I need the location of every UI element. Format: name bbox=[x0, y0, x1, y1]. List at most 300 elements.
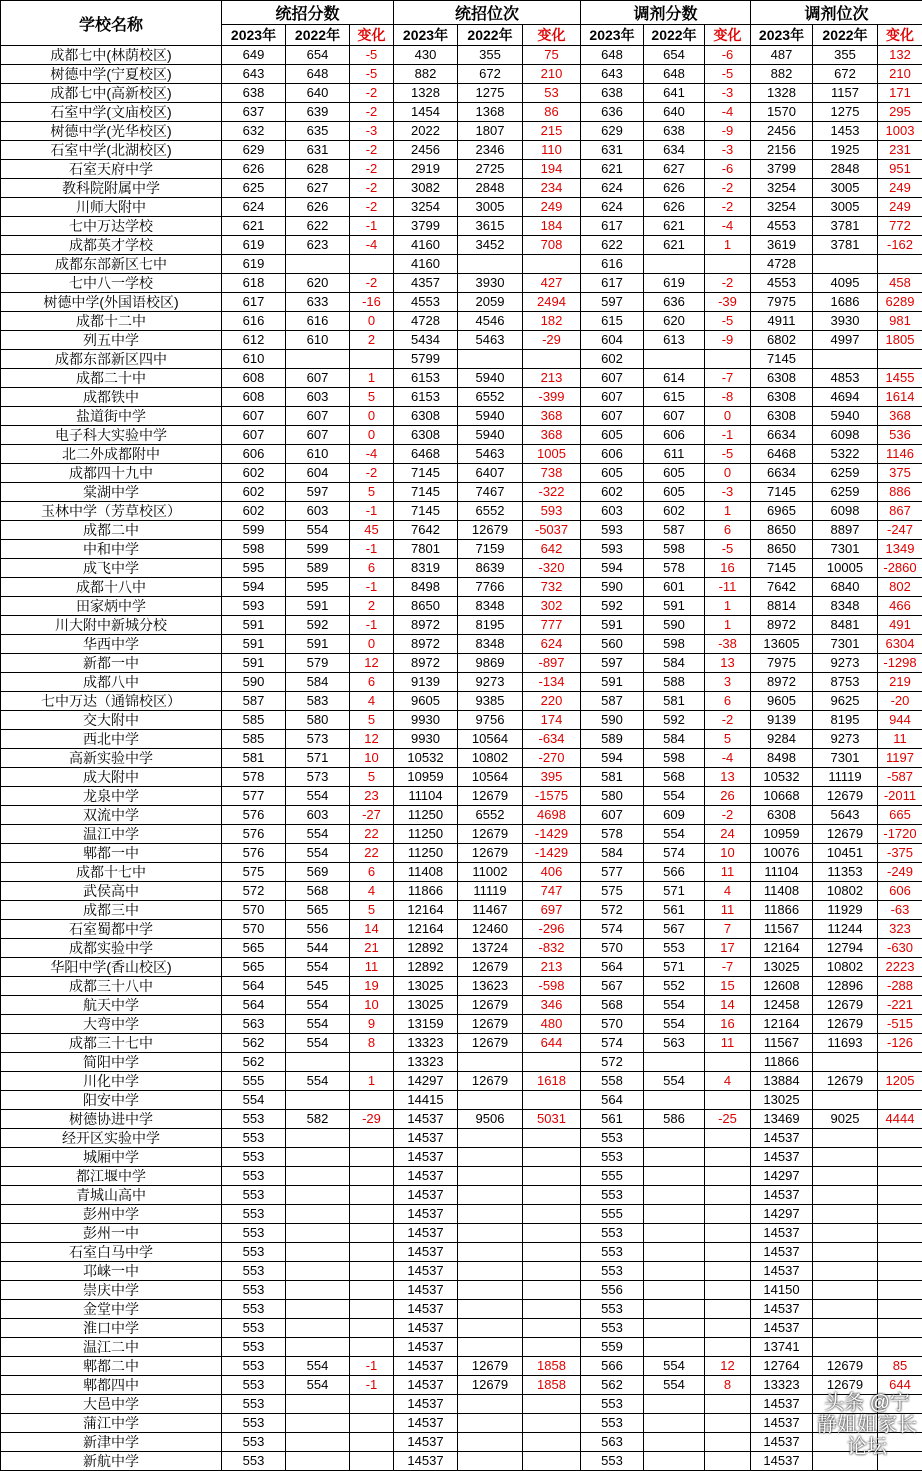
unified-rank-2022-cell: 5463 bbox=[458, 331, 523, 350]
adjusted-rank-change-cell: 6289 bbox=[878, 293, 922, 312]
unified-score-2022-cell bbox=[286, 1243, 350, 1262]
unified-rank-2023-cell: 7801 bbox=[394, 540, 458, 559]
unified-score-2023-cell: 553 bbox=[222, 1243, 286, 1262]
table-row bbox=[1, 502, 922, 521]
unified-score-change-cell: 0 bbox=[350, 635, 394, 654]
adjusted-rank-2023-cell: 8650 bbox=[751, 521, 813, 540]
adjusted-rank-2022-cell: 7301 bbox=[813, 635, 878, 654]
unified-score-2022-cell: 635 bbox=[286, 122, 350, 141]
adjusted-score-2023-cell: 617 bbox=[581, 274, 644, 293]
adjusted-rank-change-cell bbox=[878, 1205, 922, 1224]
adjusted-score-2023-cell: 574 bbox=[581, 920, 644, 939]
adjusted-score-2022-cell: 574 bbox=[644, 844, 705, 863]
adjusted-score-change-cell: -6 bbox=[705, 160, 751, 179]
unified-score-2023-cell: 570 bbox=[222, 901, 286, 920]
adjusted-rank-change-cell bbox=[878, 1281, 922, 1300]
adjusted-score-2023-cell: 566 bbox=[581, 1357, 644, 1376]
table-row bbox=[1, 236, 922, 255]
unified-rank-change-cell: 697 bbox=[523, 901, 581, 920]
school-name-cell: 成都三十八中 bbox=[1, 977, 222, 996]
school-name-cell: 大邑中学 bbox=[1, 1395, 222, 1414]
adjusted-rank-2023-cell: 2456 bbox=[751, 122, 813, 141]
table-row bbox=[1, 635, 922, 654]
table-row bbox=[1, 749, 922, 768]
unified-score-change-cell: 5 bbox=[350, 483, 394, 502]
unified-score-2022-cell: 607 bbox=[286, 369, 350, 388]
adjusted-score-2022-cell: 578 bbox=[644, 559, 705, 578]
unified-score-2023-cell: 553 bbox=[222, 1376, 286, 1395]
unified-rank-change-cell bbox=[523, 1129, 581, 1148]
adjusted-rank-2022-cell: 3930 bbox=[813, 312, 878, 331]
adjusted-score-change-cell bbox=[705, 255, 751, 274]
unified-rank-2023-cell: 14537 bbox=[394, 1262, 458, 1281]
unified-score-change-cell: 5 bbox=[350, 388, 394, 407]
unified-score-2023-cell: 562 bbox=[222, 1034, 286, 1053]
adjusted-score-change-cell: -7 bbox=[705, 958, 751, 977]
adjusted-score-change-cell: 24 bbox=[705, 825, 751, 844]
unified-score-change-cell: -2 bbox=[350, 464, 394, 483]
unified-rank-change-cell: -270 bbox=[523, 749, 581, 768]
unified-rank-2022-cell: 3930 bbox=[458, 274, 523, 293]
table-row bbox=[1, 578, 922, 597]
adjusted-rank-change-cell: 249 bbox=[878, 198, 922, 217]
adjusted-rank-change-cell: 466 bbox=[878, 597, 922, 616]
unified-rank-2023-cell: 882 bbox=[394, 65, 458, 84]
adjusted-score-2022-cell bbox=[644, 1148, 705, 1167]
unified-score-change-cell: -1 bbox=[350, 217, 394, 236]
header-change: 变化 bbox=[350, 25, 394, 46]
unified-score-change-cell: -2 bbox=[350, 274, 394, 293]
adjusted-score-2023-cell: 581 bbox=[581, 768, 644, 787]
unified-rank-change-cell: 182 bbox=[523, 312, 581, 331]
adjusted-score-2023-cell: 555 bbox=[581, 1167, 644, 1186]
adjusted-score-2022-cell bbox=[644, 350, 705, 369]
unified-score-change-cell bbox=[350, 1091, 394, 1110]
adjusted-rank-change-cell bbox=[878, 350, 922, 369]
school-name-cell: 崇庆中学 bbox=[1, 1281, 222, 1300]
unified-score-2023-cell: 553 bbox=[222, 1414, 286, 1433]
unified-rank-2023-cell: 8319 bbox=[394, 559, 458, 578]
unified-score-2023-cell: 617 bbox=[222, 293, 286, 312]
unified-score-2022-cell: 603 bbox=[286, 502, 350, 521]
unified-score-change-cell: 2 bbox=[350, 331, 394, 350]
unified-score-2022-cell: 565 bbox=[286, 901, 350, 920]
adjusted-rank-change-cell bbox=[878, 1338, 922, 1357]
adjusted-score-2023-cell: 631 bbox=[581, 141, 644, 160]
adjusted-rank-2022-cell: 4853 bbox=[813, 369, 878, 388]
adjusted-score-2022-cell: 615 bbox=[644, 388, 705, 407]
unified-score-2023-cell: 587 bbox=[222, 692, 286, 711]
adjusted-score-change-cell: -4 bbox=[705, 103, 751, 122]
unified-rank-change-cell: -399 bbox=[523, 388, 581, 407]
adjusted-score-2022-cell: 566 bbox=[644, 863, 705, 882]
adjusted-score-change-cell: -2 bbox=[705, 274, 751, 293]
unified-score-2022-cell: 589 bbox=[286, 559, 350, 578]
table-row bbox=[1, 920, 922, 939]
adjusted-rank-2023-cell: 1328 bbox=[751, 84, 813, 103]
unified-rank-2023-cell: 4160 bbox=[394, 255, 458, 274]
adjusted-score-2023-cell: 605 bbox=[581, 464, 644, 483]
adjusted-rank-2022-cell: 8195 bbox=[813, 711, 878, 730]
unified-rank-2023-cell: 12892 bbox=[394, 958, 458, 977]
adjusted-score-2023-cell: 553 bbox=[581, 1186, 644, 1205]
unified-rank-2023-cell: 12164 bbox=[394, 901, 458, 920]
adjusted-score-2023-cell: 593 bbox=[581, 521, 644, 540]
adjusted-score-2023-cell: 603 bbox=[581, 502, 644, 521]
school-name-cell: 盐道街中学 bbox=[1, 407, 222, 426]
unified-rank-change-cell: 480 bbox=[523, 1015, 581, 1034]
adjusted-score-change-cell bbox=[705, 1319, 751, 1338]
adjusted-rank-2023-cell: 13884 bbox=[751, 1072, 813, 1091]
table-row bbox=[1, 483, 922, 502]
adjusted-score-change-cell bbox=[705, 1053, 751, 1072]
adjusted-rank-change-cell: 944 bbox=[878, 711, 922, 730]
school-name-cell: 龙泉中学 bbox=[1, 787, 222, 806]
unified-rank-2023-cell: 13323 bbox=[394, 1034, 458, 1053]
unified-rank-2023-cell: 9930 bbox=[394, 711, 458, 730]
school-name-cell: 川大附中新城分校 bbox=[1, 616, 222, 635]
adjusted-score-change-cell: 11 bbox=[705, 863, 751, 882]
unified-score-2023-cell: 599 bbox=[222, 521, 286, 540]
unified-score-2023-cell: 594 bbox=[222, 578, 286, 597]
adjusted-rank-change-cell: 368 bbox=[878, 407, 922, 426]
adjusted-score-change-cell: -4 bbox=[705, 217, 751, 236]
unified-score-change-cell: -2 bbox=[350, 198, 394, 217]
adjusted-rank-2023-cell: 11567 bbox=[751, 1034, 813, 1053]
unified-rank-2022-cell: 7467 bbox=[458, 483, 523, 502]
table-row bbox=[1, 521, 922, 540]
adjusted-rank-2023-cell: 12764 bbox=[751, 1357, 813, 1376]
unified-score-change-cell bbox=[350, 1243, 394, 1262]
unified-score-2022-cell bbox=[286, 1186, 350, 1205]
adjusted-rank-2023-cell: 7145 bbox=[751, 483, 813, 502]
unified-score-2023-cell: 618 bbox=[222, 274, 286, 293]
school-name-cell: 郫都二中 bbox=[1, 1357, 222, 1376]
unified-score-change-cell: -2 bbox=[350, 179, 394, 198]
unified-rank-2023-cell: 4553 bbox=[394, 293, 458, 312]
adjusted-rank-2023-cell: 11567 bbox=[751, 920, 813, 939]
unified-rank-2023-cell: 9930 bbox=[394, 730, 458, 749]
adjusted-score-2022-cell: 601 bbox=[644, 578, 705, 597]
unified-score-2023-cell: 553 bbox=[222, 1300, 286, 1319]
school-name-cell: 树德中学(宁夏校区) bbox=[1, 65, 222, 84]
table-header bbox=[1, 1, 922, 46]
adjusted-score-2022-cell: 638 bbox=[644, 122, 705, 141]
unified-score-2023-cell: 591 bbox=[222, 616, 286, 635]
table-row bbox=[1, 407, 922, 426]
adjusted-rank-2023-cell: 14537 bbox=[751, 1395, 813, 1414]
table-row bbox=[1, 160, 922, 179]
adjusted-score-2022-cell: 554 bbox=[644, 1376, 705, 1395]
unified-score-change-cell bbox=[350, 1167, 394, 1186]
table-row bbox=[1, 540, 922, 559]
adjusted-rank-2023-cell: 11408 bbox=[751, 882, 813, 901]
school-name-cell: 成都二中 bbox=[1, 521, 222, 540]
unified-score-change-cell: 0 bbox=[350, 312, 394, 331]
unified-score-change-cell: -2 bbox=[350, 84, 394, 103]
adjusted-rank-change-cell: 375 bbox=[878, 464, 922, 483]
adjusted-score-2022-cell: 561 bbox=[644, 901, 705, 920]
unified-rank-2022-cell: 12679 bbox=[458, 844, 523, 863]
adjusted-rank-2022-cell: 9273 bbox=[813, 730, 878, 749]
adjusted-score-2023-cell: 553 bbox=[581, 1319, 644, 1338]
adjusted-rank-2023-cell: 7975 bbox=[751, 293, 813, 312]
unified-rank-2023-cell: 5799 bbox=[394, 350, 458, 369]
unified-score-2023-cell: 575 bbox=[222, 863, 286, 882]
school-name-cell: 成都十二中 bbox=[1, 312, 222, 331]
adjusted-score-change-cell: 15 bbox=[705, 977, 751, 996]
school-name-cell: 石室白马中学 bbox=[1, 1243, 222, 1262]
school-name-cell: 石室中学(文庙校区) bbox=[1, 103, 222, 122]
adjusted-score-2022-cell bbox=[644, 1262, 705, 1281]
unified-score-2023-cell: 581 bbox=[222, 749, 286, 768]
unified-rank-change-cell: 249 bbox=[523, 198, 581, 217]
unified-rank-2022-cell bbox=[458, 1452, 523, 1471]
unified-rank-2023-cell: 11250 bbox=[394, 844, 458, 863]
unified-score-change-cell: -5 bbox=[350, 65, 394, 84]
adjusted-rank-2023-cell: 7975 bbox=[751, 654, 813, 673]
table-row bbox=[1, 977, 922, 996]
adjusted-score-2023-cell: 606 bbox=[581, 445, 644, 464]
adjusted-score-change-cell bbox=[705, 1091, 751, 1110]
adjusted-rank-2023-cell: 6634 bbox=[751, 464, 813, 483]
adjusted-rank-change-cell: 536 bbox=[878, 426, 922, 445]
unified-rank-2023-cell: 8972 bbox=[394, 616, 458, 635]
adjusted-rank-2022-cell: 3781 bbox=[813, 217, 878, 236]
adjusted-rank-2023-cell: 9284 bbox=[751, 730, 813, 749]
unified-score-2023-cell: 565 bbox=[222, 939, 286, 958]
unified-rank-change-cell bbox=[523, 255, 581, 274]
adjusted-rank-change-cell: 951 bbox=[878, 160, 922, 179]
unified-rank-change-cell: 213 bbox=[523, 369, 581, 388]
adjusted-score-2023-cell: 617 bbox=[581, 217, 644, 236]
unified-rank-change-cell bbox=[523, 1224, 581, 1243]
adjusted-score-change-cell: -5 bbox=[705, 445, 751, 464]
school-name-cell: 成都实验中学 bbox=[1, 939, 222, 958]
unified-rank-2022-cell bbox=[458, 1300, 523, 1319]
unified-score-change-cell bbox=[350, 1129, 394, 1148]
adjusted-rank-change-cell: 981 bbox=[878, 312, 922, 331]
adjusted-score-2023-cell: 607 bbox=[581, 806, 644, 825]
adjusted-score-2022-cell: 563 bbox=[644, 1034, 705, 1053]
adjusted-score-change-cell: 1 bbox=[705, 502, 751, 521]
adjusted-rank-2022-cell: 9025 bbox=[813, 1110, 878, 1129]
unified-score-change-cell: -2 bbox=[350, 103, 394, 122]
unified-rank-2022-cell: 2346 bbox=[458, 141, 523, 160]
adjusted-rank-change-cell: 802 bbox=[878, 578, 922, 597]
adjusted-score-change-cell bbox=[705, 1300, 751, 1319]
school-name-cell: 成都七中(林荫校区) bbox=[1, 46, 222, 65]
unified-score-2022-cell bbox=[286, 1224, 350, 1243]
adjusted-score-2023-cell: 553 bbox=[581, 1452, 644, 1471]
adjusted-score-2023-cell: 638 bbox=[581, 84, 644, 103]
unified-score-2023-cell: 637 bbox=[222, 103, 286, 122]
table-row bbox=[1, 1433, 922, 1452]
adjusted-rank-2023-cell: 4911 bbox=[751, 312, 813, 331]
adjusted-rank-2022-cell: 10451 bbox=[813, 844, 878, 863]
adjusted-rank-2022-cell: 5322 bbox=[813, 445, 878, 464]
unified-score-change-cell: 0 bbox=[350, 407, 394, 426]
school-name-cell: 电子科大实验中学 bbox=[1, 426, 222, 445]
unified-score-2023-cell: 632 bbox=[222, 122, 286, 141]
unified-score-change-cell: 6 bbox=[350, 559, 394, 578]
unified-score-change-cell: 12 bbox=[350, 730, 394, 749]
unified-rank-2023-cell: 10532 bbox=[394, 749, 458, 768]
unified-score-2022-cell: 610 bbox=[286, 445, 350, 464]
unified-rank-2022-cell: 12679 bbox=[458, 996, 523, 1015]
adjusted-rank-change-cell: 323 bbox=[878, 920, 922, 939]
unified-rank-2022-cell: 8348 bbox=[458, 597, 523, 616]
unified-rank-change-cell: -1429 bbox=[523, 825, 581, 844]
unified-rank-change-cell bbox=[523, 1319, 581, 1338]
unified-rank-change-cell bbox=[523, 1148, 581, 1167]
adjusted-rank-change-cell: -375 bbox=[878, 844, 922, 863]
adjusted-rank-2022-cell: 11244 bbox=[813, 920, 878, 939]
adjusted-score-2023-cell: 605 bbox=[581, 426, 644, 445]
unified-score-2022-cell bbox=[286, 1300, 350, 1319]
unified-rank-change-cell bbox=[523, 1262, 581, 1281]
adjusted-score-2022-cell: 626 bbox=[644, 198, 705, 217]
adjusted-score-change-cell bbox=[705, 1395, 751, 1414]
adjusted-score-change-cell: 12 bbox=[705, 1357, 751, 1376]
table-row bbox=[1, 1034, 922, 1053]
adjusted-score-2023-cell: 594 bbox=[581, 749, 644, 768]
adjusted-score-2023-cell: 594 bbox=[581, 559, 644, 578]
unified-score-2023-cell: 553 bbox=[222, 1357, 286, 1376]
unified-rank-2022-cell: 9506 bbox=[458, 1110, 523, 1129]
adjusted-score-change-cell: 5 bbox=[705, 730, 751, 749]
adjusted-score-2023-cell: 602 bbox=[581, 350, 644, 369]
adjusted-rank-2023-cell: 14537 bbox=[751, 1243, 813, 1262]
unified-score-2022-cell bbox=[286, 1205, 350, 1224]
unified-score-2022-cell: 631 bbox=[286, 141, 350, 160]
table-row bbox=[1, 1452, 922, 1471]
adjusted-rank-change-cell: 1146 bbox=[878, 445, 922, 464]
unified-score-2022-cell: 604 bbox=[286, 464, 350, 483]
unified-rank-2023-cell: 8650 bbox=[394, 597, 458, 616]
adjusted-score-change-cell: -3 bbox=[705, 483, 751, 502]
unified-score-2023-cell: 553 bbox=[222, 1205, 286, 1224]
unified-rank-2023-cell: 3082 bbox=[394, 179, 458, 198]
adjusted-rank-2022-cell: 12679 bbox=[813, 787, 878, 806]
adjusted-rank-2023-cell: 14537 bbox=[751, 1262, 813, 1281]
table-row bbox=[1, 65, 922, 84]
adjusted-rank-2023-cell: 8972 bbox=[751, 673, 813, 692]
adjusted-rank-change-cell: -1720 bbox=[878, 825, 922, 844]
adjusted-rank-2022-cell: 1925 bbox=[813, 141, 878, 160]
adjusted-rank-2022-cell: 6259 bbox=[813, 483, 878, 502]
unified-score-2023-cell: 612 bbox=[222, 331, 286, 350]
adjusted-score-change-cell bbox=[705, 1148, 751, 1167]
table-row bbox=[1, 1376, 922, 1395]
header-school-name: 学校名称 bbox=[1, 1, 222, 46]
adjusted-score-2022-cell: 592 bbox=[644, 711, 705, 730]
table-row bbox=[1, 1015, 922, 1034]
unified-rank-2022-cell: 6407 bbox=[458, 464, 523, 483]
adjusted-rank-2023-cell: 7642 bbox=[751, 578, 813, 597]
unified-score-2023-cell: 598 bbox=[222, 540, 286, 559]
unified-score-change-cell bbox=[350, 1186, 394, 1205]
adjusted-rank-change-cell: -126 bbox=[878, 1034, 922, 1053]
adjusted-score-change-cell bbox=[705, 1414, 751, 1433]
unified-rank-2023-cell: 14537 bbox=[394, 1376, 458, 1395]
adjusted-rank-2022-cell bbox=[813, 1319, 878, 1338]
unified-score-2023-cell: 553 bbox=[222, 1186, 286, 1205]
adjusted-rank-2022-cell: 672 bbox=[813, 65, 878, 84]
adjusted-rank-change-cell: -2860 bbox=[878, 559, 922, 578]
adjusted-rank-change-cell: 665 bbox=[878, 806, 922, 825]
school-name-cell: 成都十七中 bbox=[1, 863, 222, 882]
unified-rank-change-cell: 738 bbox=[523, 464, 581, 483]
adjusted-rank-change-cell: 1349 bbox=[878, 540, 922, 559]
header-adjusted-score: 调剂分数 bbox=[581, 1, 751, 25]
adjusted-rank-2023-cell: 12458 bbox=[751, 996, 813, 1015]
unified-score-2023-cell: 577 bbox=[222, 787, 286, 806]
adjusted-score-2023-cell: 553 bbox=[581, 1243, 644, 1262]
unified-score-2023-cell: 553 bbox=[222, 1395, 286, 1414]
unified-score-2023-cell: 591 bbox=[222, 635, 286, 654]
table-row bbox=[1, 559, 922, 578]
unified-score-change-cell bbox=[350, 1452, 394, 1471]
school-name-cell: 教科院附属中学 bbox=[1, 179, 222, 198]
adjusted-rank-2022-cell bbox=[813, 1205, 878, 1224]
adjusted-rank-change-cell bbox=[878, 1186, 922, 1205]
adjusted-rank-change-cell: 6304 bbox=[878, 635, 922, 654]
unified-rank-2023-cell: 6153 bbox=[394, 388, 458, 407]
school-name-cell: 成都八中 bbox=[1, 673, 222, 692]
unified-rank-2022-cell: 1807 bbox=[458, 122, 523, 141]
unified-score-change-cell: -16 bbox=[350, 293, 394, 312]
unified-rank-change-cell bbox=[523, 1414, 581, 1433]
header-year: 2023年 bbox=[751, 25, 813, 46]
adjusted-rank-2022-cell: 12679 bbox=[813, 1072, 878, 1091]
unified-score-change-cell bbox=[350, 1262, 394, 1281]
unified-rank-change-cell: -1429 bbox=[523, 844, 581, 863]
unified-score-2023-cell: 555 bbox=[222, 1072, 286, 1091]
unified-rank-change-cell: 777 bbox=[523, 616, 581, 635]
table-row bbox=[1, 388, 922, 407]
unified-score-2022-cell: 554 bbox=[286, 958, 350, 977]
school-name-cell: 七中万达（通锦校区） bbox=[1, 692, 222, 711]
adjusted-score-2023-cell: 568 bbox=[581, 996, 644, 1015]
adjusted-score-2023-cell: 553 bbox=[581, 1224, 644, 1243]
unified-score-2022-cell: 626 bbox=[286, 198, 350, 217]
adjusted-score-2023-cell: 561 bbox=[581, 1110, 644, 1129]
school-name-cell: 蒲江中学 bbox=[1, 1414, 222, 1433]
unified-rank-2022-cell: 12679 bbox=[458, 1072, 523, 1091]
table-row bbox=[1, 255, 922, 274]
unified-rank-2023-cell: 13025 bbox=[394, 977, 458, 996]
adjusted-score-change-cell: -2 bbox=[705, 198, 751, 217]
adjusted-rank-2023-cell: 8650 bbox=[751, 540, 813, 559]
school-name-cell: 简阳中学 bbox=[1, 1053, 222, 1072]
unified-rank-change-cell: 4698 bbox=[523, 806, 581, 825]
unified-rank-2023-cell: 14537 bbox=[394, 1148, 458, 1167]
adjusted-score-change-cell: -9 bbox=[705, 331, 751, 350]
table-row bbox=[1, 825, 922, 844]
adjusted-score-change-cell: 6 bbox=[705, 521, 751, 540]
adjusted-rank-2022-cell: 10802 bbox=[813, 882, 878, 901]
adjusted-score-2022-cell: 606 bbox=[644, 426, 705, 445]
unified-rank-2023-cell: 14537 bbox=[394, 1281, 458, 1300]
adjusted-rank-change-cell: -515 bbox=[878, 1015, 922, 1034]
adjusted-score-2023-cell: 553 bbox=[581, 1300, 644, 1319]
table-row bbox=[1, 198, 922, 217]
unified-score-2023-cell: 553 bbox=[222, 1433, 286, 1452]
adjusted-rank-change-cell: -630 bbox=[878, 939, 922, 958]
adjusted-score-2022-cell bbox=[644, 1338, 705, 1357]
school-name-cell: 成都东部新区七中 bbox=[1, 255, 222, 274]
